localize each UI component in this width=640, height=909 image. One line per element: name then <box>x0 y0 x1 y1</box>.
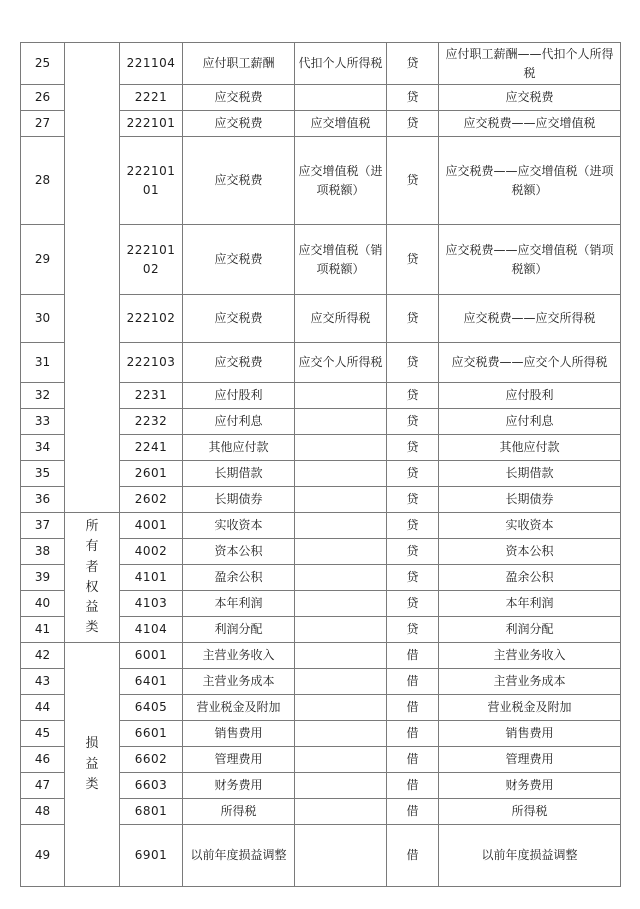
detail-name-cell <box>295 799 387 825</box>
detail-name-cell <box>295 539 387 565</box>
row-number-cell: 28 <box>21 137 65 225</box>
balance-direction-cell: 贷 <box>387 617 439 643</box>
row-number-cell: 42 <box>21 643 65 669</box>
account-code-cell: 6801 <box>120 799 183 825</box>
account-code-cell: 6603 <box>120 773 183 799</box>
accounts-table-body <box>21 43 621 887</box>
balance-direction-cell: 贷 <box>387 461 439 487</box>
detail-name-cell <box>295 487 387 513</box>
full-name-cell: 主营业务成本 <box>439 669 621 695</box>
account-name-cell: 以前年度损益调整 <box>183 825 295 887</box>
balance-direction-cell: 贷 <box>387 43 439 85</box>
account-code-cell: 2231 <box>120 383 183 409</box>
row-number-cell: 39 <box>21 565 65 591</box>
account-code-cell: 6401 <box>120 669 183 695</box>
row-number-cell: 31 <box>21 343 65 383</box>
account-name-cell: 资本公积 <box>183 539 295 565</box>
detail-name-cell <box>295 825 387 887</box>
account-code-cell: 2241 <box>120 435 183 461</box>
row-number-cell: 30 <box>21 295 65 343</box>
full-name-cell: 其他应付款 <box>439 435 621 461</box>
accounts-table <box>20 42 621 887</box>
category-cell: 损 益 类 <box>65 643 120 887</box>
account-code-cell: 4103 <box>120 591 183 617</box>
full-name-cell: 本年利润 <box>439 591 621 617</box>
balance-direction-cell: 借 <box>387 643 439 669</box>
full-name-cell: 主营业务收入 <box>439 643 621 669</box>
balance-direction-cell: 借 <box>387 747 439 773</box>
detail-name-cell: 应交个人所得税 <box>295 343 387 383</box>
detail-name-cell <box>295 773 387 799</box>
full-name-cell: 应交税费——应交增值税（进项税额） <box>439 137 621 225</box>
row-number-cell: 36 <box>21 487 65 513</box>
full-name-cell: 长期借款 <box>439 461 621 487</box>
full-name-cell: 应交税费——应交个人所得税 <box>439 343 621 383</box>
account-code-cell: 6405 <box>120 695 183 721</box>
row-number-cell: 46 <box>21 747 65 773</box>
detail-name-cell <box>295 435 387 461</box>
balance-direction-cell: 贷 <box>387 565 439 591</box>
detail-name-cell <box>295 643 387 669</box>
account-name-cell: 所得税 <box>183 799 295 825</box>
account-name-cell: 利润分配 <box>183 617 295 643</box>
account-code-cell: 222102 <box>120 295 183 343</box>
balance-direction-cell: 贷 <box>387 409 439 435</box>
full-name-cell: 营业税金及附加 <box>439 695 621 721</box>
detail-name-cell <box>295 565 387 591</box>
full-name-cell: 应交税费——应交增值税 <box>439 111 621 137</box>
detail-name-cell: 应交增值税（销项税额） <box>295 225 387 295</box>
balance-direction-cell: 贷 <box>387 487 439 513</box>
account-name-cell: 应交税费 <box>183 111 295 137</box>
account-code-cell: 6601 <box>120 721 183 747</box>
account-name-cell: 应付利息 <box>183 409 295 435</box>
account-code-cell: 4001 <box>120 513 183 539</box>
row-number-cell: 41 <box>21 617 65 643</box>
balance-direction-cell: 贷 <box>387 343 439 383</box>
account-code-cell: 2232 <box>120 409 183 435</box>
detail-name-cell <box>295 383 387 409</box>
account-code-cell: 6602 <box>120 747 183 773</box>
detail-name-cell <box>295 695 387 721</box>
detail-name-cell <box>295 669 387 695</box>
table-row <box>21 43 621 85</box>
full-name-cell: 实收资本 <box>439 513 621 539</box>
balance-direction-cell: 贷 <box>387 591 439 617</box>
full-name-cell: 以前年度损益调整 <box>439 825 621 887</box>
account-name-cell: 应交税费 <box>183 343 295 383</box>
row-number-cell: 44 <box>21 695 65 721</box>
row-number-cell: 25 <box>21 43 65 85</box>
balance-direction-cell: 借 <box>387 695 439 721</box>
row-number-cell: 47 <box>21 773 65 799</box>
account-name-cell: 应付股利 <box>183 383 295 409</box>
account-code-cell: 2601 <box>120 461 183 487</box>
account-name-cell: 本年利润 <box>183 591 295 617</box>
full-name-cell: 应交税费——应交所得税 <box>439 295 621 343</box>
balance-direction-cell: 借 <box>387 721 439 747</box>
account-name-cell: 营业税金及附加 <box>183 695 295 721</box>
account-name-cell: 应交税费 <box>183 225 295 295</box>
balance-direction-cell: 贷 <box>387 295 439 343</box>
full-name-cell: 销售费用 <box>439 721 621 747</box>
detail-name-cell <box>295 721 387 747</box>
detail-name-cell <box>295 85 387 111</box>
full-name-cell: 应付职工薪酬——代扣个人所得税 <box>439 43 621 85</box>
account-code-cell: 221104 <box>120 43 183 85</box>
balance-direction-cell: 贷 <box>387 225 439 295</box>
account-name-cell: 主营业务收入 <box>183 643 295 669</box>
detail-name-cell: 应交所得税 <box>295 295 387 343</box>
account-name-cell: 应交税费 <box>183 295 295 343</box>
full-name-cell: 应付利息 <box>439 409 621 435</box>
row-number-cell: 32 <box>21 383 65 409</box>
detail-name-cell <box>295 591 387 617</box>
detail-name-cell <box>295 617 387 643</box>
balance-direction-cell: 贷 <box>387 383 439 409</box>
account-name-cell: 应交税费 <box>183 137 295 225</box>
full-name-cell: 所得税 <box>439 799 621 825</box>
row-number-cell: 40 <box>21 591 65 617</box>
row-number-cell: 35 <box>21 461 65 487</box>
account-name-cell: 财务费用 <box>183 773 295 799</box>
detail-name-cell: 应交增值税 <box>295 111 387 137</box>
row-number-cell: 33 <box>21 409 65 435</box>
balance-direction-cell: 贷 <box>387 539 439 565</box>
full-name-cell: 财务费用 <box>439 773 621 799</box>
account-code-cell: 2602 <box>120 487 183 513</box>
detail-name-cell: 应交增值税（进项税额） <box>295 137 387 225</box>
full-name-cell: 应交税费——应交增值税（销项税额） <box>439 225 621 295</box>
account-name-cell: 其他应付款 <box>183 435 295 461</box>
row-number-cell: 49 <box>21 825 65 887</box>
balance-direction-cell: 借 <box>387 799 439 825</box>
account-code-cell: 6001 <box>120 643 183 669</box>
balance-direction-cell: 贷 <box>387 435 439 461</box>
category-cell: 所 有 者 权 益 类 <box>65 513 120 643</box>
row-number-cell: 34 <box>21 435 65 461</box>
category-cell <box>65 43 120 513</box>
detail-name-cell <box>295 409 387 435</box>
account-name-cell: 应付职工薪酬 <box>183 43 295 85</box>
account-code-cell: 6901 <box>120 825 183 887</box>
balance-direction-cell: 贷 <box>387 85 439 111</box>
row-number-cell: 48 <box>21 799 65 825</box>
row-number-cell: 26 <box>21 85 65 111</box>
account-name-cell: 管理费用 <box>183 747 295 773</box>
detail-name-cell <box>295 461 387 487</box>
account-code-cell: 4104 <box>120 617 183 643</box>
balance-direction-cell: 贷 <box>387 513 439 539</box>
full-name-cell: 利润分配 <box>439 617 621 643</box>
account-code-cell: 4101 <box>120 565 183 591</box>
balance-direction-cell: 借 <box>387 825 439 887</box>
balance-direction-cell: 贷 <box>387 137 439 225</box>
row-number-cell: 43 <box>21 669 65 695</box>
account-name-cell: 应交税费 <box>183 85 295 111</box>
full-name-cell: 应交税费 <box>439 85 621 111</box>
account-code-cell: 22210102 <box>120 225 183 295</box>
detail-name-cell: 代扣个人所得税 <box>295 43 387 85</box>
account-name-cell: 主营业务成本 <box>183 669 295 695</box>
row-number-cell: 45 <box>21 721 65 747</box>
account-code-cell: 4002 <box>120 539 183 565</box>
account-name-cell: 长期借款 <box>183 461 295 487</box>
row-number-cell: 29 <box>21 225 65 295</box>
row-number-cell: 27 <box>21 111 65 137</box>
full-name-cell: 管理费用 <box>439 747 621 773</box>
account-name-cell: 实收资本 <box>183 513 295 539</box>
row-number-cell: 37 <box>21 513 65 539</box>
account-name-cell: 销售费用 <box>183 721 295 747</box>
balance-direction-cell: 借 <box>387 773 439 799</box>
balance-direction-cell: 贷 <box>387 111 439 137</box>
account-code-cell: 222101 <box>120 111 183 137</box>
account-name-cell: 长期债券 <box>183 487 295 513</box>
balance-direction-cell: 借 <box>387 669 439 695</box>
table-row <box>21 643 621 669</box>
full-name-cell: 长期债券 <box>439 487 621 513</box>
account-code-cell: 2221 <box>120 85 183 111</box>
account-code-cell: 222103 <box>120 343 183 383</box>
table-row <box>21 513 621 539</box>
account-name-cell: 盈余公积 <box>183 565 295 591</box>
row-number-cell: 38 <box>21 539 65 565</box>
detail-name-cell <box>295 747 387 773</box>
full-name-cell: 盈余公积 <box>439 565 621 591</box>
full-name-cell: 资本公积 <box>439 539 621 565</box>
account-code-cell: 22210101 <box>120 137 183 225</box>
detail-name-cell <box>295 513 387 539</box>
full-name-cell: 应付股利 <box>439 383 621 409</box>
